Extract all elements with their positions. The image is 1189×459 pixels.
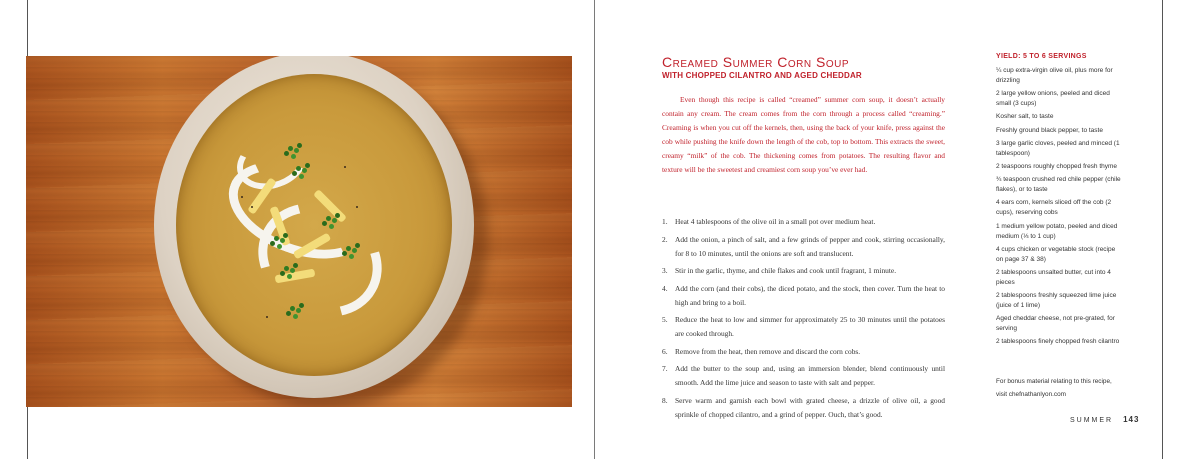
step-text: Add the onion, a pinch of salt, and a few grinds of pepper and cook, stirring occasionally, for 8 to 10 minutes, until the onions are soft and translucent.: [675, 234, 945, 258]
cilantro-garnish: [326, 216, 331, 221]
step-text: Stir in the garlic, thyme, and chile flakes and cook until fragrant, 1 minute.: [675, 266, 897, 275]
page-number: 143: [1123, 415, 1140, 424]
step-item: [662, 264, 945, 278]
step-item: [662, 282, 945, 310]
recipe-intro: Even though this recipe is called “creamed” summer corn soup, it doesn’t actually contain any cream. The cream comes from the corn through a process called “creaming.” Creaming is when you cut off the kernels, then, using the back of your knife, press against the cob while pushing the knife down the length of the cob, top to bottom. This extracts the sweet, creamy “milk” of the cob. The thickening comes from potatoes. The resulting flavor and texture will be the sweetest and creamiest corn soup you’ve ever had.: [662, 95, 945, 174]
steps-list: [662, 215, 945, 425]
ingredient-item: 1 medium yellow potato, peeled and diced medium (⅓ to 1 cup): [996, 222, 1118, 240]
yield-label: YIELD: 5 TO 6 SERVINGS: [996, 53, 1087, 60]
ingredient-item: 4 ears corn, kernels sliced off the cob (2 cups), reserving cobs: [996, 199, 1112, 217]
right-page: [595, 0, 1189, 459]
ingredient-item: Freshly ground black pepper, to taste: [996, 126, 1103, 134]
step-text: Add the butter to the soup and, using an immersion blender, blend continuously until smooth. Add the lime juice and season to taste with salt and pepper.: [675, 364, 945, 387]
ingredient-item: 2 tablespoons finely chopped fresh cilantro: [996, 338, 1120, 346]
step-number: 2.: [662, 234, 668, 244]
step-text: Reduce the heat to low and simmer for approximately 25 to 30 minutes until the potatoes are cooked through.: [675, 315, 945, 338]
pepper-fleck: [344, 166, 346, 168]
bonus-note: [996, 376, 1136, 401]
pepper-fleck: [356, 206, 358, 208]
recipe-subtitle: WITH CHOPPED CILANTRO AND AGED CHEDDAR: [662, 71, 862, 80]
step-item: [662, 394, 945, 422]
ingredient-item: 2 teaspoons roughly chopped fresh thyme: [996, 162, 1118, 170]
cilantro-garnish: [288, 146, 293, 151]
cilantro-garnish: [346, 246, 351, 251]
step-text: Heat 4 tablespoons of the olive oil in a small pot over medium heat.: [675, 217, 876, 226]
step-item: [662, 313, 945, 341]
bonus-text: For bonus material relating to this recipe,: [996, 378, 1112, 385]
cilantro-garnish: [284, 266, 289, 271]
pepper-fleck: [241, 196, 243, 198]
cilantro-garnish: [290, 306, 295, 311]
ingredient-item: 2 tablespoons freshly squeezed lime juice (juice of 1 lime): [996, 292, 1117, 310]
ingredient-item: 4 cups chicken or vegetable stock (recipe on page 37 & 38): [996, 245, 1116, 263]
ingredients-list: [996, 66, 1124, 351]
section-name: SUMMER: [1070, 417, 1114, 424]
step-text: Remove from the heat, then remove and discard the corn cobs.: [675, 346, 861, 356]
step-item: [662, 233, 945, 261]
step-text: Serve warm and garnish each bowl with grated cheese, a drizzle of olive oil, a good sprinkle of chopped cilantro, and a grind of pepper. Ouch, that’s good.: [675, 395, 945, 419]
ingredient-item: ¼ cup extra-virgin olive oil, plus more for drizzling: [996, 67, 1113, 84]
pepper-fleck: [251, 206, 253, 208]
step-number: 3.: [662, 266, 668, 275]
cilantro-garnish: [274, 236, 279, 241]
step-item: [662, 215, 945, 229]
soup-photo: [26, 56, 572, 407]
step-number: 4.: [662, 283, 668, 293]
step-number: 6.: [662, 346, 668, 356]
cilantro-garnish: [296, 166, 301, 171]
ingredient-item: 3 large garlic cloves, peeled and minced (1 tablespoon): [996, 139, 1120, 157]
step-number: 7.: [662, 364, 668, 373]
ingredient-item: Kosher salt, to taste: [996, 113, 1054, 121]
step-number: 8.: [662, 395, 668, 405]
step-number: 5.: [662, 315, 668, 324]
pepper-fleck: [266, 316, 268, 318]
ingredient-item: Aged cheddar cheese, not pre-grated, for serving: [996, 315, 1115, 333]
step-item: [662, 362, 945, 390]
left-page: [0, 0, 594, 459]
step-item: [662, 345, 945, 359]
step-text: Add the corn (and their cobs), the diced potato, and the stock, then cover. Turn the heat to high and bring to a boil.: [675, 283, 945, 307]
bonus-link[interactable]: visit chefnathanlyon.com: [996, 390, 1066, 398]
step-number: 1.: [662, 217, 668, 226]
ingredient-item: ¾ teaspoon crushed red chile pepper (chile flakes), or to taste: [996, 176, 1121, 194]
ingredient-item: 2 tablespoons unsalted butter, cut into 4 pieces: [996, 268, 1111, 286]
recipe-title: Creamed Summer Corn Soup: [662, 54, 850, 70]
right-edge-line: [1162, 0, 1163, 459]
ingredient-item: 2 large yellow onions, peeled and diced small (3 cups): [996, 90, 1110, 108]
page-folio: [1070, 415, 1139, 424]
